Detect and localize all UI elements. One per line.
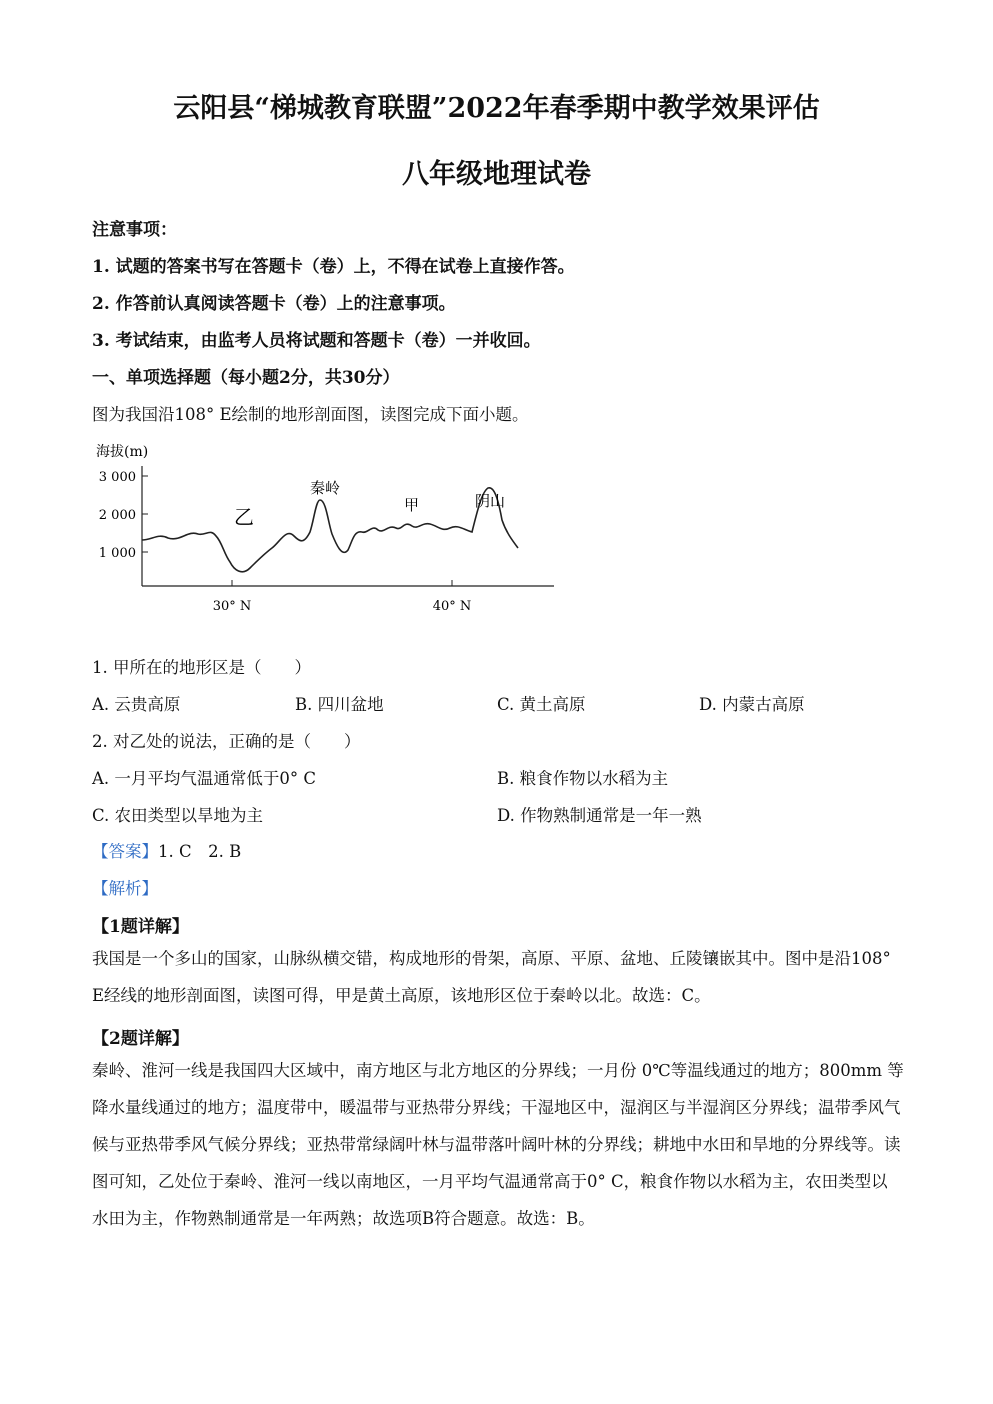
label-qinling: 秦岭	[310, 479, 341, 497]
figure-ytick-label: 2 000	[98, 508, 136, 523]
notice-item-1: 1. 试题的答案书写在答题卡（卷）上，不得在试卷上直接作答。	[92, 257, 575, 277]
q2-option-a[interactable]: A. 一月平均气温通常低于0° C	[92, 769, 317, 788]
q2-option-d[interactable]: D. 作物熟制通常是一年一熟	[497, 806, 702, 825]
analysis-tag: 【解析】	[92, 879, 158, 898]
notice-item-2: 2. 作答前认真阅读答题卡（卷）上的注意事项。	[92, 294, 456, 314]
answer-line	[92, 838, 241, 862]
terrain-profile-line	[142, 488, 518, 572]
terrain-profile-figure	[92, 436, 572, 621]
q1-option-a[interactable]: A. 云贵高原	[92, 695, 181, 714]
section-heading: 一、单项选择题（每小题2分，共30分）	[92, 368, 400, 388]
q2-option-b[interactable]: B. 粮食作物以水稻为主	[497, 769, 669, 788]
label-jia: 甲	[404, 496, 420, 514]
q1-option-b[interactable]: B. 四川盆地	[295, 695, 384, 714]
figure-ytick-label: 3 000	[98, 470, 136, 485]
q2-stem: 2. 对乙处的说法，正确的是（ ）	[92, 732, 361, 751]
q2-option-c[interactable]: C. 农田类型以旱地为主	[92, 806, 264, 825]
q1-stem: 1. 甲所在的地形区是（ ）	[92, 658, 311, 677]
notice-item-3: 3. 考试结束，由监考人员将试题和答题卡（卷）一并收回。	[92, 331, 541, 351]
q1-option-c[interactable]: C. 黄土高原	[497, 695, 586, 714]
detail1-heading: 【1题详解】	[92, 917, 189, 937]
question-intro: 图为我国沿108° E绘制的地形剖面图，读图完成下面小题。	[92, 405, 529, 424]
detail1-text: 我国是一个多山的国家，山脉纵横交错，构成地形的骨架，高原、平原、盆地、丘陵镶嵌其中。图中是沿108° E经线的地形剖面图，读图可得，甲是黄土高原，该地形区位于秦岭以北。故选：C。	[92, 949, 891, 1005]
answer-tag: 【答案】	[92, 842, 158, 861]
figure-xtick-label: 40° N	[432, 599, 472, 614]
label-yinshan: 阴山	[475, 492, 506, 510]
label-yi: 乙	[234, 505, 254, 529]
exam-subtitle: 八年级地理试卷	[402, 159, 591, 190]
answer-text: 1. C 2. B	[158, 842, 242, 861]
notice-heading: 注意事项：	[92, 220, 177, 240]
figure-ylabel: 海拔(m)	[96, 444, 149, 460]
exam-title: 云阳县“梯城教育联盟”2022年春季期中教学效果评估	[173, 93, 820, 124]
detail2-heading: 【2题详解】	[92, 1029, 189, 1049]
q1-option-d[interactable]: D. 内蒙古高原	[699, 695, 805, 714]
figure-xtick-label: 30° N	[212, 599, 252, 614]
detail2-text: 秦岭、淮河一线是我国四大区域中，南方地区与北方地区的分界线；一月份 0℃等温线通过的地方；800mm 等降水量线通过的地方；温度带中，暖温带与亚热带分界线；干湿地区中，湿润区与半湿润区分界线；温带季风气候与亚热带季风气候分界线；亚热带常绿阔叶林与温带落叶阔叶林的分界线；耕地中水田和旱地的分界线等。读图可知，乙处位于秦岭、淮河一线以南地区，一月平均气温通常高于0° C，粮食作物以水稻为主，农田类型以水田为主，作物熟制通常是一年两熟；故选项B符合题意。故选：B。	[92, 1061, 904, 1228]
figure-ytick-label: 1 000	[98, 546, 136, 561]
